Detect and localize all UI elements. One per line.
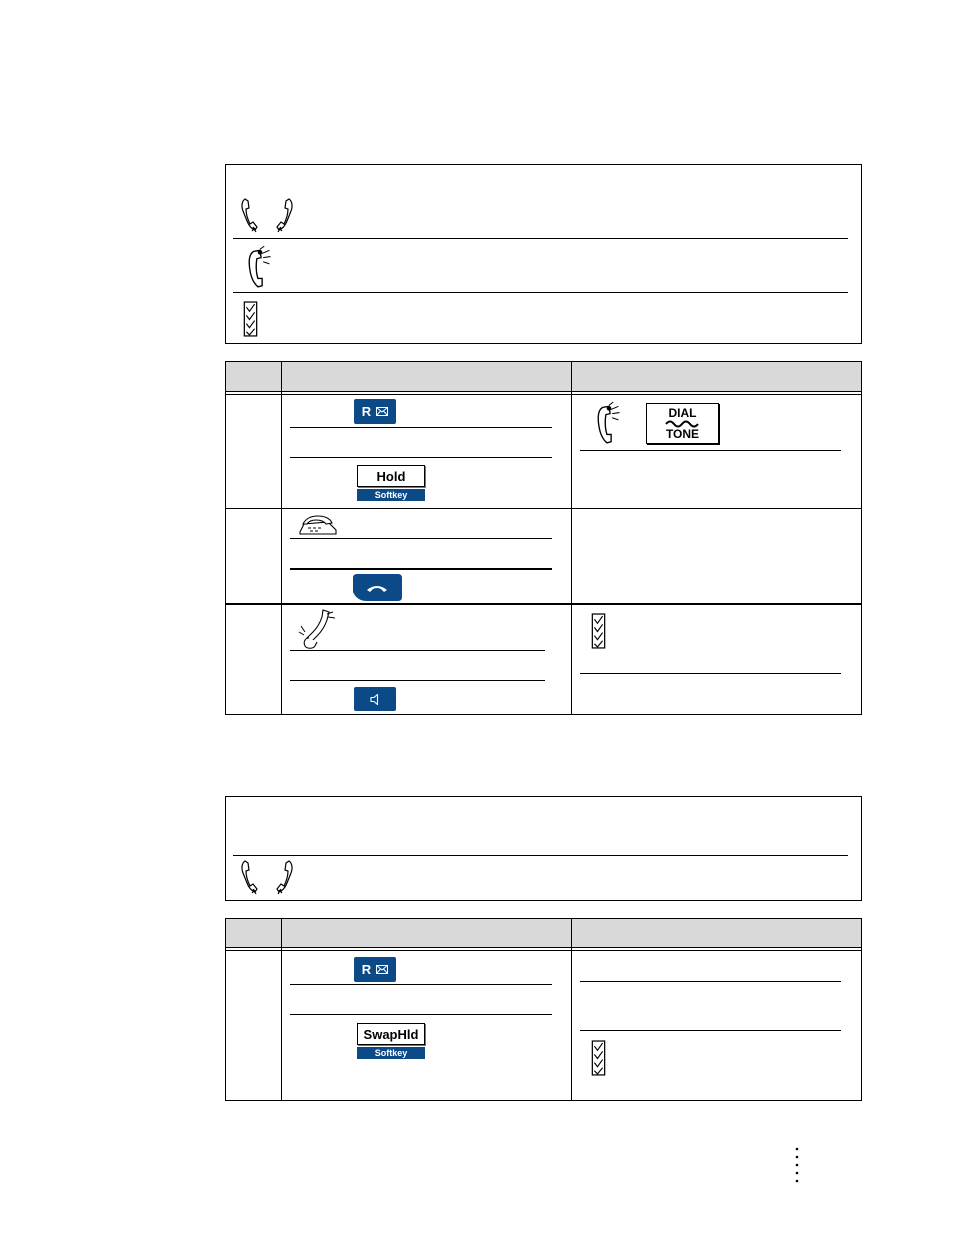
header-rule: [226, 391, 861, 392]
swaphold-softkey-label: SwapHld: [357, 1023, 425, 1045]
divider: [290, 538, 552, 539]
divider: [290, 457, 552, 458]
hold-softkey-label: Hold: [357, 465, 425, 487]
divider: [290, 680, 545, 681]
lift-handset-icon: [297, 608, 339, 650]
divider: [290, 984, 552, 985]
header-rule: [226, 947, 861, 948]
row-divider: [226, 508, 861, 509]
divider: [580, 1030, 841, 1031]
dial-tone-indicator: [646, 403, 719, 444]
recall-key-label: R: [361, 962, 372, 977]
dial-tone-line2: TONE: [665, 427, 700, 441]
two-handsets-icon: [240, 197, 294, 237]
speaker-key-icon: [370, 694, 380, 705]
divider: [580, 673, 841, 674]
divider: [233, 238, 848, 239]
divider: [290, 1014, 552, 1015]
info-box-top: [225, 164, 862, 344]
divider: [580, 981, 841, 982]
divider: [290, 650, 545, 651]
divider: [580, 450, 841, 451]
softkey-caption: Softkey: [357, 1047, 425, 1059]
ringing-handset-icon: [238, 243, 280, 291]
hangup-key-icon[interactable]: [353, 574, 402, 601]
divider: [233, 855, 848, 856]
handset-on-cradle-icon: [298, 514, 338, 536]
column-divider: [281, 361, 282, 715]
row-divider: [226, 603, 861, 605]
swaphold-softkey[interactable]: [357, 1023, 425, 1059]
divider: [290, 568, 552, 570]
table-header: [226, 919, 861, 948]
recall-key-label: R: [361, 404, 372, 419]
dial-tone-line1: DIAL: [668, 406, 697, 420]
divider: [290, 427, 552, 428]
column-divider: [571, 918, 572, 1101]
page-marker-dots: [794, 1146, 800, 1188]
header-rule: [226, 394, 861, 395]
header-rule: [226, 950, 861, 951]
ringing-handset-icon: [587, 399, 629, 447]
table-header: [226, 362, 861, 392]
checklist-icon: [243, 301, 258, 338]
recall-key[interactable]: [354, 957, 396, 982]
two-handsets-icon: [240, 859, 294, 899]
softkey-caption: Softkey: [357, 489, 425, 501]
recall-key[interactable]: [354, 399, 396, 424]
envelope-icon: [376, 407, 388, 416]
hold-softkey[interactable]: [357, 465, 425, 501]
envelope-icon: [376, 965, 388, 974]
checklist-icon: [591, 1040, 606, 1077]
info-box-bottom: [225, 796, 862, 901]
speaker-key[interactable]: [354, 687, 396, 711]
checklist-icon: [591, 613, 606, 650]
column-divider: [571, 361, 572, 715]
column-divider: [281, 918, 282, 1101]
divider: [233, 292, 848, 293]
